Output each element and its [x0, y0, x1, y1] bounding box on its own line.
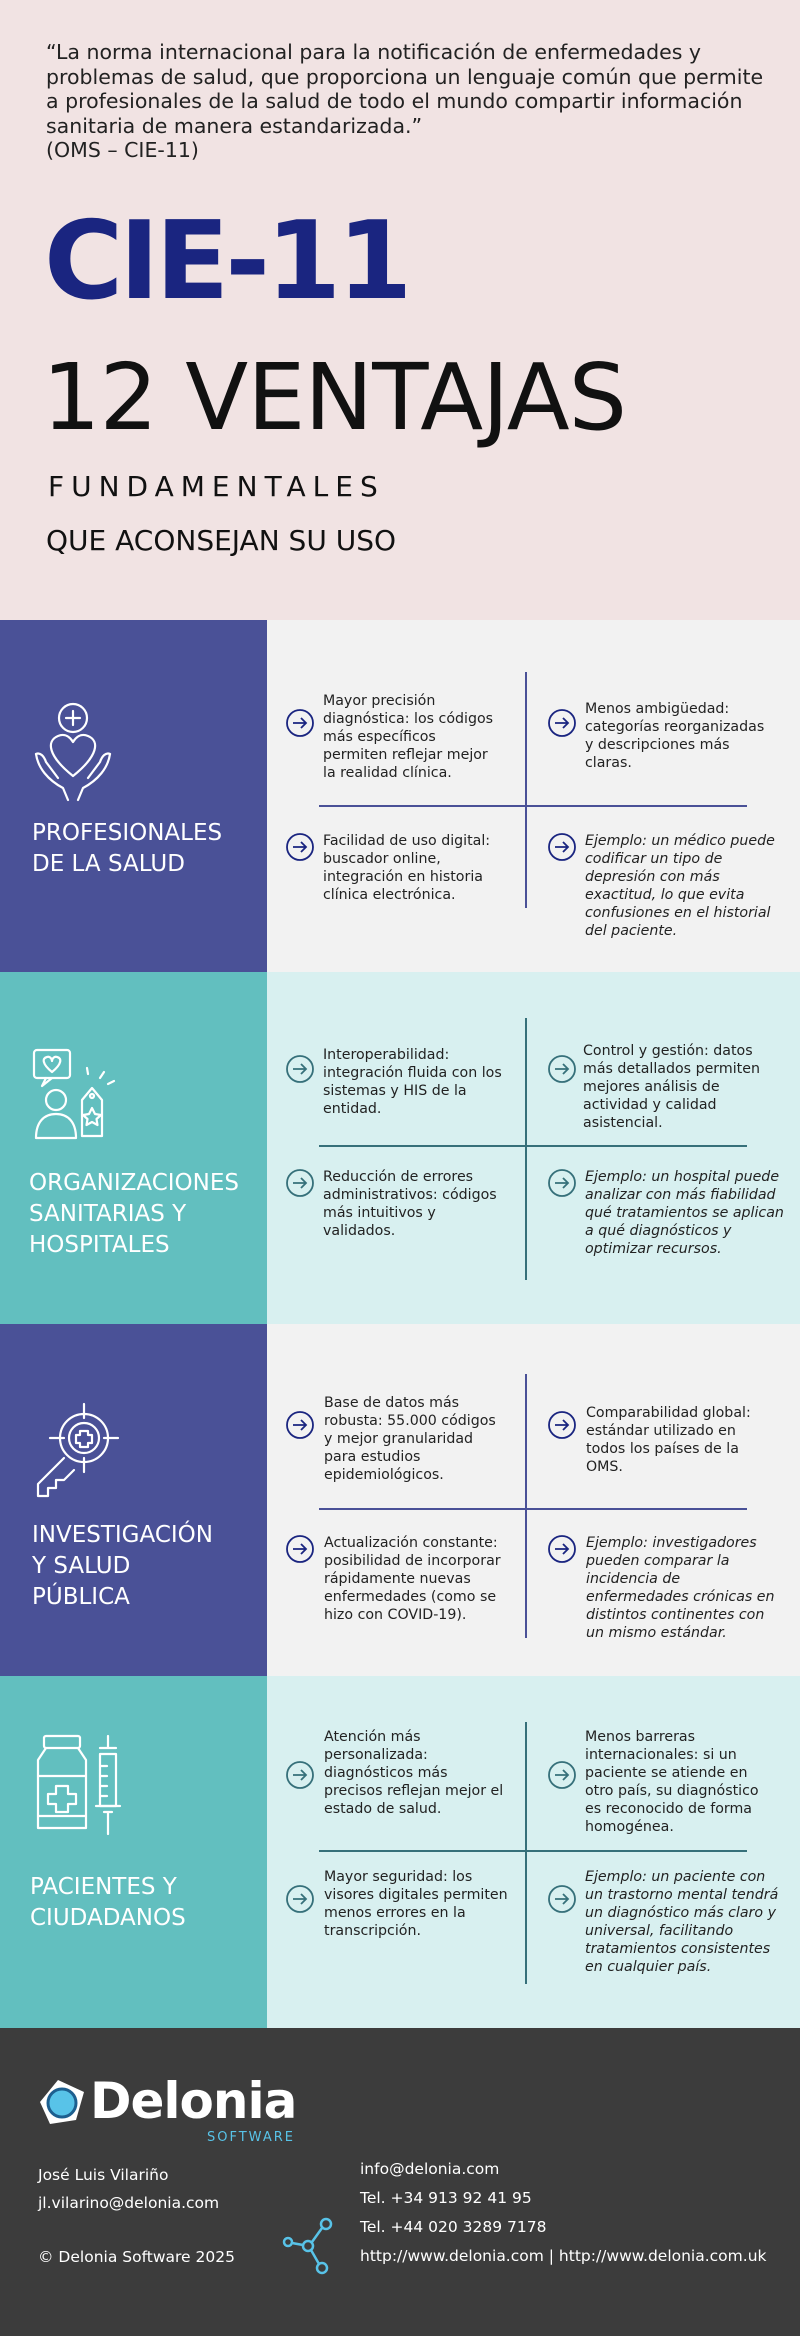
example-item: Ejemplo: investigadores pueden comparar la incidencia de enfermedades crónicas en distintos continentes con un mismo estándar.	[586, 1535, 775, 1641]
who-quote: “La norma internacional para la notificación de enfermedades y problemas de salud, que proporciona un lenguaje común que permite a profesionales de la salud de todo el mundo compartir información sanitaria de manera estandarizada.”	[46, 40, 764, 138]
section-panel	[267, 1676, 800, 2028]
network-icon	[282, 2216, 338, 2276]
info-email-link[interactable]: info@delonia.com	[360, 2160, 500, 2178]
header	[0, 0, 800, 620]
logo-subtitle: SOFTWARE	[207, 2130, 295, 2145]
hands-heart-icon	[28, 696, 118, 806]
arrow-circle-icon	[285, 832, 315, 862]
author-email-link[interactable]: jl.vilarino@delonia.com	[38, 2194, 220, 2212]
website-links[interactable]: http://www.delonia.com | http://www.delonia.com.uk	[360, 2247, 767, 2265]
divider-horizontal	[319, 805, 747, 807]
benefit-item: Control y gestión: datos más detallados permiten mejores análisis de actividad y calidad asistencial.	[583, 1043, 760, 1131]
section-panel	[267, 972, 800, 1324]
section-sidebar	[0, 1324, 267, 1676]
arrow-circle-icon	[547, 1534, 577, 1564]
divider-vertical	[525, 672, 527, 908]
title-12-ventajas: 12 VENTAJAS	[42, 344, 627, 451]
author-name: José Luis Vilariño	[38, 2166, 169, 2184]
arrow-circle-icon	[285, 1534, 315, 1564]
section-sidebar	[0, 1676, 267, 2028]
arrow-circle-icon	[285, 1760, 315, 1790]
title-subtitle: QUE ACONSEJAN SU USO	[46, 524, 397, 557]
benefit-item: Base de datos más robusta: 55.000 códigos y mejor granularidad para estudios epidemiológicos.	[324, 1395, 496, 1483]
arrow-circle-icon	[285, 708, 315, 738]
section-title: INVESTIGACIÓN Y SALUD PÚBLICA	[32, 1522, 213, 1610]
section-investigacion	[0, 1324, 800, 1676]
section-sidebar	[0, 972, 267, 1324]
benefit-item: Actualización constante: posibilidad de incorporar rápidamente nuevas enfermedades (como se hizo con COVID-19).	[324, 1535, 501, 1623]
divider-horizontal	[319, 1145, 747, 1147]
benefit-item: Facilidad de uso digital: buscador online, integración en historia clínica electrónica.	[323, 833, 491, 903]
phone-uk[interactable]: Tel. +44 020 3289 7178	[360, 2218, 547, 2236]
example-item: Ejemplo: un médico puede codificar un tipo de depresión con más exactitud, lo que evita confusiones en el historial del paciente.	[585, 833, 775, 939]
benefit-item: Reducción de errores administrativos: códigos más intuitivos y validados.	[323, 1169, 497, 1239]
arrow-circle-icon	[547, 1410, 577, 1440]
benefit-item: Interoperabilidad: integración fluida con los sistemas y HIS de la entidad.	[323, 1047, 502, 1117]
divider-vertical	[525, 1018, 527, 1280]
section-title: PROFESIONALES DE LA SALUD	[32, 820, 223, 877]
arrow-circle-icon	[547, 1168, 577, 1198]
benefit-item: Atención más personalizada: diagnósticos más precisos reflejan mejor el estado de salud.	[324, 1729, 504, 1817]
benefit-item: Menos ambigüedad: categorías reorganizadas y descripciones más claras.	[585, 701, 765, 771]
arrow-circle-icon	[547, 708, 577, 738]
divider-horizontal	[319, 1850, 747, 1852]
example-item: Ejemplo: un hospital puede analizar con más fiabilidad qué tratamientos se aplican a qué diagnósticos y optimizar recursos.	[585, 1169, 784, 1257]
example-item: Ejemplo: un paciente con un trastorno mental tendrá un diagnóstico más claro y universal, facilitando tratamientos consistentes en cualquier país.	[585, 1869, 779, 1975]
section-profesionales	[0, 620, 800, 972]
arrow-circle-icon	[285, 1410, 315, 1440]
benefit-item: Mayor seguridad: los visores digitales permiten menos errores en la transcripción.	[324, 1869, 508, 1939]
divider-vertical	[525, 1722, 527, 1984]
arrow-circle-icon	[285, 1884, 315, 1914]
benefit-item: Menos barreras internacionales: si un paciente se atiende en otro país, su diagnóstico es reconocido de forma homogénea.	[585, 1729, 759, 1835]
section-organizaciones	[0, 972, 800, 1324]
title-cie-11: CIE-11	[44, 199, 409, 324]
benefit-item: Mayor precisión diagnóstica: los códigos más específicos permiten reflejar mejor la realidad clínica.	[323, 693, 494, 781]
copyright: © Delonia Software 2025	[38, 2248, 235, 2266]
section-pacientes	[0, 1676, 800, 2028]
title-fundamentales: FUNDAMENTALES	[48, 470, 385, 503]
arrow-circle-icon	[547, 1884, 577, 1914]
arrow-circle-icon	[547, 832, 577, 862]
section-panel	[267, 620, 800, 972]
delonia-logo[interactable]	[36, 2072, 297, 2156]
section-sidebar	[0, 620, 267, 972]
logo-wordmark: Delonia	[90, 2072, 297, 2130]
divider-vertical	[525, 1374, 527, 1638]
patient-tag-icon	[30, 1042, 120, 1152]
section-panel	[267, 1324, 800, 1676]
arrow-circle-icon	[547, 1054, 577, 1084]
section-title: PACIENTES Y CIUDADANOS	[30, 1874, 186, 1931]
quote-source: (OMS – CIE-11)	[46, 138, 199, 162]
benefit-item: Comparabilidad global: estándar utilizado en todos los países de la OMS.	[586, 1405, 751, 1475]
arrow-circle-icon	[547, 1760, 577, 1790]
section-title: ORGANIZACIONES SANITARIAS Y HOSPITALES	[29, 1170, 239, 1258]
phone-spain[interactable]: Tel. +34 913 92 41 95	[360, 2189, 532, 2207]
medicine-syringe-icon	[34, 1732, 134, 1842]
divider-horizontal	[319, 1508, 747, 1510]
footer	[0, 2028, 800, 2336]
arrow-circle-icon	[285, 1054, 315, 1084]
target-cross-icon	[34, 1400, 124, 1510]
arrow-circle-icon	[285, 1168, 315, 1198]
delonia-logo-icon	[36, 2076, 88, 2128]
